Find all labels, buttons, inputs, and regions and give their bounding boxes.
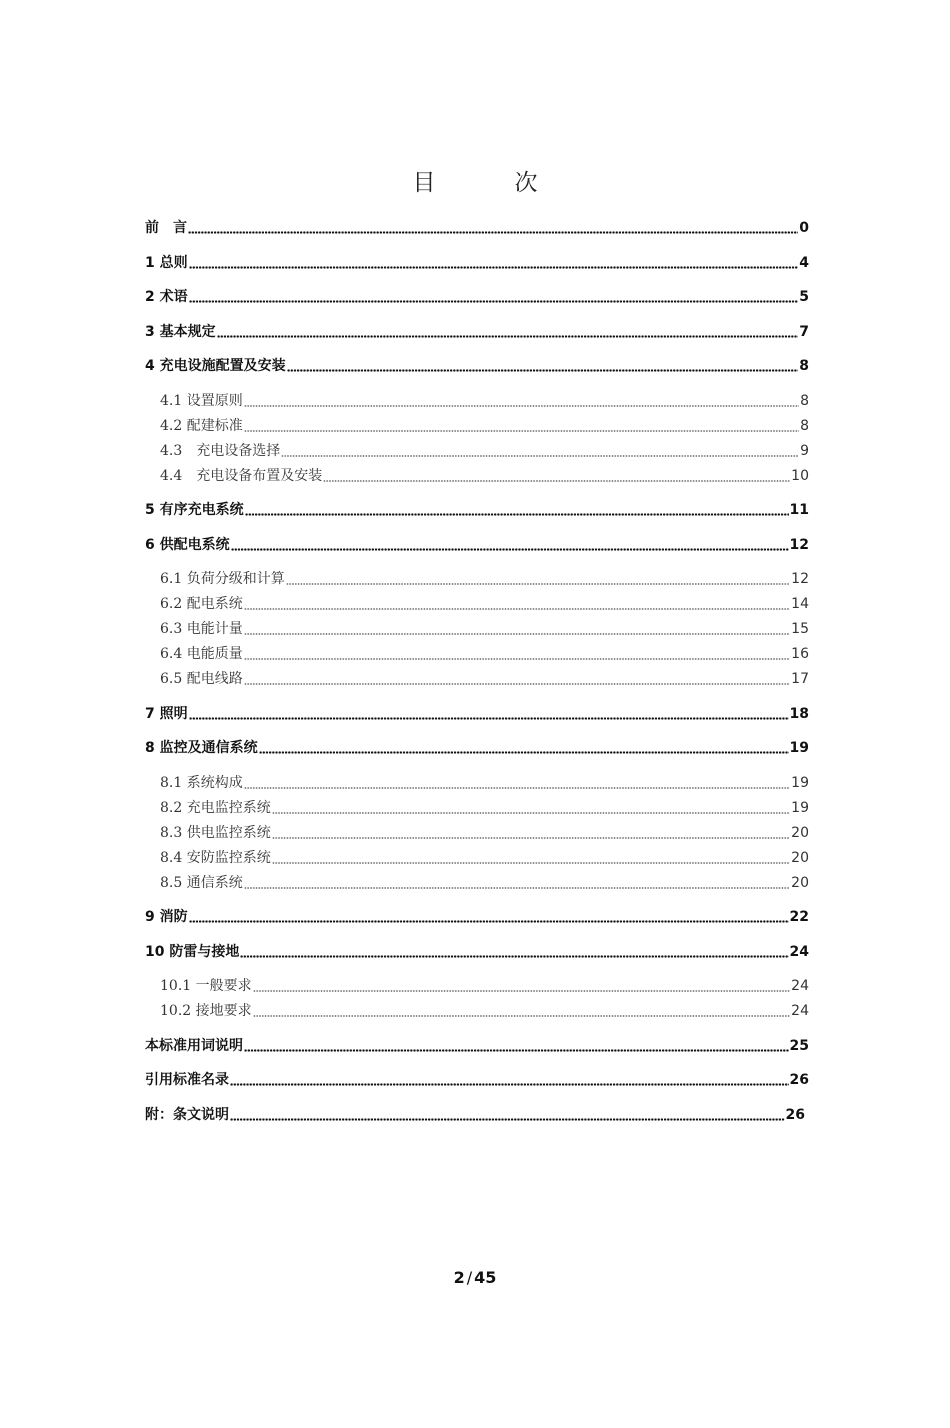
- toc-entry[interactable]: [145, 1105, 805, 1125]
- toc-entry-label: 6.2 配电系统: [160, 596, 243, 612]
- toc-entry[interactable]: [145, 287, 809, 307]
- toc-entry-label: 10.2 接地要求: [160, 1003, 252, 1019]
- toc-entry-page: 11: [789, 502, 809, 518]
- toc-entry-page: 12: [791, 571, 809, 587]
- dot-leader: [244, 658, 790, 660]
- dot-leader: [189, 920, 789, 923]
- dot-leader: [259, 751, 789, 754]
- dot-leader: [323, 480, 790, 482]
- toc-entry-page: 19: [789, 740, 809, 756]
- toc-entry-page: 8: [800, 418, 809, 434]
- toc-subentry[interactable]: [160, 441, 809, 461]
- toc-entry-page: 7: [799, 324, 809, 340]
- toc-entry[interactable]: [145, 704, 809, 724]
- dot-leader: [253, 990, 791, 992]
- toc-entry[interactable]: [145, 218, 809, 238]
- page-number-footer: [0, 1268, 950, 1287]
- toc-entry-label: 8 监控及通信系统: [145, 740, 258, 756]
- toc-entry-label: 附：条文说明: [145, 1107, 229, 1123]
- toc-entry-page: 20: [791, 825, 809, 841]
- toc-entry-page: 26: [785, 1107, 805, 1123]
- toc-entry-label: 2 术语: [145, 289, 188, 305]
- dot-leader: [287, 369, 799, 372]
- dot-leader: [245, 513, 789, 516]
- toc-subentry[interactable]: [160, 848, 809, 868]
- toc-entry-label: 8.2 充电监控系统: [160, 800, 271, 816]
- toc-subentry[interactable]: [160, 416, 809, 436]
- toc-entry-page: 26: [789, 1072, 809, 1088]
- toc-entry-label: 8.5 通信系统: [160, 875, 243, 891]
- dot-leader: [188, 231, 798, 234]
- dot-leader: [217, 335, 799, 338]
- toc-entry-label: 4.4 充电设备布置及安装: [160, 468, 323, 484]
- toc-subentry[interactable]: [160, 669, 809, 689]
- toc-entry-label: 4.2 配建标准: [160, 418, 243, 434]
- page-number-separator: /: [466, 1268, 473, 1287]
- toc-entry[interactable]: [145, 500, 809, 520]
- toc-entry-label: 4.1 设置原则: [160, 393, 243, 409]
- toc-entry-page: 18: [789, 706, 809, 722]
- toc-entry-label: 4 充电设施配置及安装: [145, 358, 286, 374]
- toc-entry-label: 8.4 安防监控系统: [160, 850, 271, 866]
- toc-entry-page: 24: [789, 944, 809, 960]
- toc-entry-page: 22: [789, 909, 809, 925]
- dot-leader: [244, 787, 790, 789]
- toc-entry[interactable]: [145, 738, 809, 758]
- toc-subentry[interactable]: [160, 391, 809, 411]
- toc-entry-page: 9: [800, 443, 809, 459]
- toc-subentry[interactable]: [160, 644, 809, 664]
- toc-entry-label: 1 总则: [145, 255, 188, 271]
- toc-entry-label: 引用标准名录: [145, 1072, 229, 1088]
- toc-entry-label: 8.3 供电监控系统: [160, 825, 271, 841]
- total-page-count: 45: [474, 1268, 497, 1287]
- toc-entry[interactable]: [145, 907, 809, 927]
- toc-entry-page: 8: [800, 393, 809, 409]
- dot-leader: [272, 862, 790, 864]
- toc-entry-label: 3 基本规定: [145, 324, 216, 340]
- toc-entry[interactable]: [145, 1070, 809, 1090]
- toc-entry-page: 10: [791, 468, 809, 484]
- toc-entry-page: 24: [791, 1003, 809, 1019]
- dot-leader: [244, 1049, 789, 1052]
- dot-leader: [189, 300, 799, 303]
- toc-entry-label: 6.3 电能计量: [160, 621, 243, 637]
- page-title: 目 次: [412, 170, 566, 196]
- toc-entry-label: 10.1 一般要求: [160, 978, 252, 994]
- dot-leader: [230, 1083, 789, 1086]
- toc-entry-page: 16: [791, 646, 809, 662]
- toc-entry-page: 15: [791, 621, 809, 637]
- toc-subentry[interactable]: [160, 976, 809, 996]
- toc-subentry[interactable]: [160, 466, 809, 486]
- toc-subentry[interactable]: [160, 773, 809, 793]
- dot-leader: [281, 455, 799, 457]
- toc-entry-page: 20: [791, 850, 809, 866]
- dot-leader: [244, 405, 799, 407]
- toc-entry-label: 6.5 配电线路: [160, 671, 243, 687]
- dot-leader: [244, 608, 790, 610]
- toc-entry-page: 17: [791, 671, 809, 687]
- toc-entry-label: 8.1 系统构成: [160, 775, 243, 791]
- toc-entry-page: 0: [799, 220, 809, 236]
- toc-entry-label: 6.4 电能质量: [160, 646, 243, 662]
- dot-leader: [272, 837, 790, 839]
- toc-entry-label: 本标准用词说明: [145, 1038, 243, 1054]
- toc-entry-label: 6.1 负荷分级和计算: [160, 571, 285, 587]
- toc-subentry[interactable]: [160, 619, 809, 639]
- toc-entry-page: 8: [799, 358, 809, 374]
- toc-entry-label: 前 言: [145, 220, 187, 236]
- dot-leader: [240, 955, 788, 958]
- toc-entry-label: 4.3 充电设备选择: [160, 443, 281, 459]
- toc-entry-label: 5 有序充电系统: [145, 502, 244, 518]
- dot-leader: [244, 633, 790, 635]
- toc-subentry[interactable]: [160, 1001, 809, 1021]
- toc-subentry[interactable]: [160, 823, 809, 843]
- toc-entry-page: 14: [791, 596, 809, 612]
- toc-entry[interactable]: [145, 942, 809, 962]
- toc-entry-page: 19: [791, 800, 809, 816]
- dot-leader: [189, 717, 789, 720]
- toc-entry[interactable]: [145, 322, 809, 342]
- toc-entry[interactable]: [145, 253, 809, 273]
- toc-entry-page: 24: [791, 978, 809, 994]
- dot-leader: [253, 1015, 791, 1017]
- toc-entry-page: 4: [799, 255, 809, 271]
- dot-leader: [244, 430, 799, 432]
- toc-entry-page: 12: [789, 537, 809, 553]
- toc-entry-page: 5: [799, 289, 809, 305]
- toc-entry-label: 6 供配电系统: [145, 537, 230, 553]
- toc-entry[interactable]: [145, 356, 809, 376]
- toc-entry[interactable]: [145, 535, 809, 555]
- toc-entry-page: 20: [791, 875, 809, 891]
- dot-leader: [244, 887, 790, 889]
- dot-leader: [230, 1118, 785, 1121]
- dot-leader: [272, 812, 790, 814]
- toc-subentry[interactable]: [160, 873, 809, 893]
- dot-leader: [286, 583, 790, 585]
- current-page-number: 2: [453, 1268, 465, 1287]
- toc-entry-page: 25: [789, 1038, 809, 1054]
- toc-entry-page: 19: [791, 775, 809, 791]
- toc-subentry[interactable]: [160, 798, 809, 818]
- toc-subentry[interactable]: [160, 569, 809, 589]
- toc-entry[interactable]: [145, 1036, 809, 1056]
- dot-leader: [231, 548, 789, 551]
- toc-entry-label: 10 防雷与接地: [145, 944, 240, 960]
- toc-entry-label: 7 照明: [145, 706, 188, 722]
- toc-subentry[interactable]: [160, 594, 809, 614]
- dot-leader: [189, 266, 799, 269]
- toc-entry-label: 9 消防: [145, 909, 188, 925]
- dot-leader: [244, 683, 790, 685]
